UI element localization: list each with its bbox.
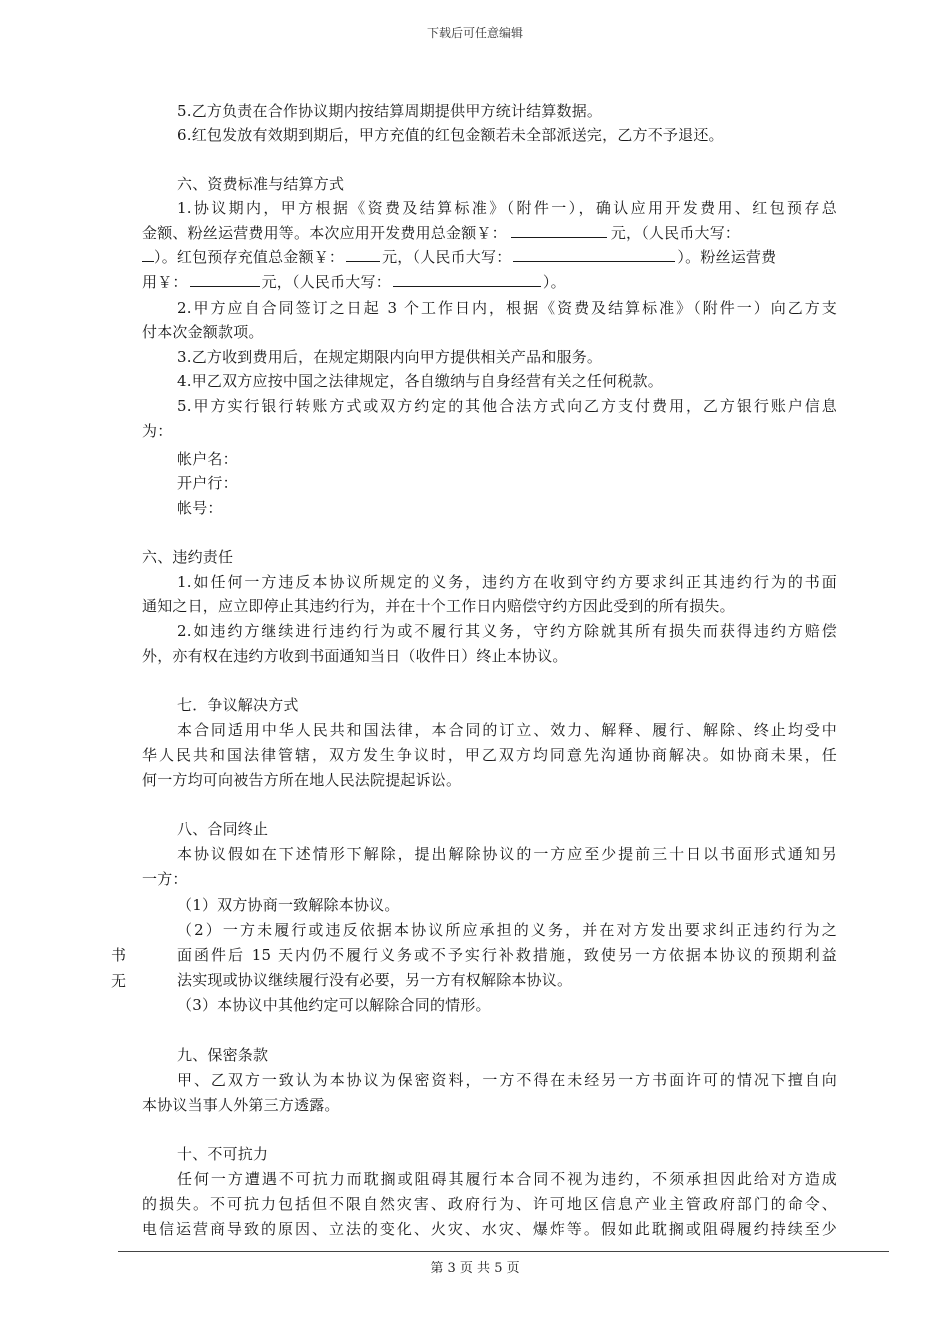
fan-amount-blank	[190, 270, 260, 287]
clause-5-statistics: 5.乙方负责在合作协议期内按结算周期提供甲方统计结算数据。	[177, 102, 603, 120]
fees-p1-line3	[142, 245, 776, 268]
fees-p3: 3.乙方收到费用后，在规定期限内向甲方提供相关产品和服务。	[177, 348, 603, 366]
termination-clause-3: （3）本协议中其他约定可以解除合同的情形。	[177, 996, 491, 1014]
section-heading-breach: 六、违约责任	[142, 548, 234, 566]
redpacket-caps-blank	[513, 245, 675, 262]
dispute-line2: 华人民共和国法律管辖，双方发生争议时，甲乙双方均同意先沟通协商解决。如协商未果，任	[142, 746, 837, 764]
fees-dev-amount-label: 金额、粉丝运营费用等。本次应用开发费用总金额￥：	[142, 224, 507, 242]
force-majeure-line3: 电信运营商导致的原因、立法的变化、火灾、水灾、爆炸等。假如此耽搁或阻碍履约持续至少	[142, 1220, 837, 1238]
page-number: 第 3 页 共 5 页	[430, 1261, 520, 1276]
footer-divider	[118, 1251, 889, 1252]
termination-clause-2-line3: 法实现或协议继续履行没有必要，另一方有权解除本协议。	[177, 971, 573, 989]
fees-rmb-caps-label-2: 元，（人民币大写：	[382, 248, 512, 266]
dev-caps-blank-end	[142, 245, 154, 262]
dev-amount-blank	[511, 221, 607, 238]
termination-clause-1: （1）双方协商一致解除本协议。	[177, 896, 400, 914]
termination-clause-2-line2: 面函件后 15 天内仍不履行义务或不予实行补救措施，致使另一方依据本协议的预期利益	[177, 946, 837, 964]
breach-p1-line1: 1.如任何一方违反本协议所规定的义务，违约方在收到守约方要求纠正其违约行为的书面	[177, 573, 837, 591]
section-heading-fees: 六、资费标准与结算方式	[177, 175, 345, 193]
bank-name-label: 开户行：	[177, 474, 238, 492]
confidentiality-line2: 本协议当事人外第三方透露。	[142, 1096, 340, 1114]
termination-line2: 一方：	[142, 870, 188, 888]
bank-account-number-label: 帐号：	[177, 499, 223, 517]
termination-clause-2-line1: （2）一方未履行或违反依据本协议所应承担的义务，并在对方发出要求纠正违约行为之	[177, 921, 837, 939]
breach-p2-line2: 外，亦有权在违约方收到书面通知当日（收件日）终止本协议。	[142, 647, 568, 665]
fees-p1-end: ）。	[542, 273, 566, 291]
margin-char-1: 书	[111, 946, 127, 964]
page-header-note: 下载后可任意编辑	[426, 26, 523, 40]
force-majeure-line1: 任何一方遭遇不可抗力而耽搁或阻碍其履行本合同不视为违约，不须承担因此给对方造成	[177, 1170, 837, 1188]
fees-p2-line2: 付本次金额款项。	[142, 323, 264, 341]
breach-p2-line1: 2.如违约方继续进行违约行为或不履行其义务，守约方除就其所有损失而获得违约方赔偿	[177, 622, 837, 640]
fees-redpacket-amount-label: ）。红包预存充值总金额￥：	[154, 248, 345, 266]
fees-p1-line4	[142, 270, 566, 293]
dispute-line1: 本合同适用中华人民共和国法律，本合同的订立、效力、解释、履行、解除、终止均受中	[177, 721, 837, 739]
margin-char-2: 无	[111, 972, 127, 990]
fan-caps-blank	[393, 270, 541, 287]
fees-rmb-caps-label-1: 元，（人民币大写：	[610, 224, 741, 242]
fees-fan-ops-label: ）。粉丝运营费	[677, 248, 777, 266]
clause-6-red-packet: 6.红包发放有效期到期后，甲方充值的红包金额若未全部派送完，乙方不予退还。	[177, 126, 724, 144]
fees-p1-line1: 1.协议期内，甲方根据《资费及结算标准》（附件一），确认应用开发费用、红包预存总	[177, 199, 837, 217]
section-heading-dispute: 七．争议解决方式	[177, 696, 299, 714]
fees-fan-amount-label: 用￥：	[142, 273, 188, 291]
termination-line1: 本协议假如在下述情形下解除，提出解除协议的一方应至少提前三十日以书面形式通知另	[177, 845, 837, 863]
dispute-line3: 何一方均可向被告方所在地人民法院提起诉讼。	[142, 771, 462, 789]
fees-p5-line2: 为：	[142, 422, 173, 440]
force-majeure-line2: 的损失。不可抗力包括但不限自然灾害、政府行为、许可地区信息产业主管政府部门的命令、	[142, 1195, 837, 1213]
section-heading-force-majeure: 十、不可抗力	[177, 1145, 269, 1163]
fees-p2-line1: 2.甲方应自合同签订之日起 3 个工作日内，根据《资费及结算标准》（附件一）向乙方支	[177, 299, 837, 317]
fees-p5-line1: 5.甲方实行银行转账方式或双方约定的其他合法方式向乙方支付费用，乙方银行账户信息	[177, 397, 837, 415]
section-heading-termination: 八、合同终止	[177, 820, 269, 838]
section-heading-confidentiality: 九、保密条款	[177, 1046, 269, 1064]
redpacket-amount-blank	[346, 245, 380, 262]
confidentiality-line1: 甲、乙双方一致认为本协议为保密资料，一方不得在未经另一方书面许可的情况下擅自向	[177, 1071, 837, 1089]
fees-p4: 4.甲乙双方应按中国之法律规定，各自缴纳与自身经营有关之任何税款。	[177, 372, 663, 390]
breach-p1-line2: 通知之日，应立即停止其违约行为，并在十个工作日内赔偿守约方因此受到的所有损失。	[142, 597, 735, 615]
fees-p1-line2	[142, 221, 740, 244]
bank-account-name-label: 帐户名：	[177, 450, 238, 468]
fees-rmb-caps-label-3: 元，（人民币大写：	[261, 273, 391, 291]
